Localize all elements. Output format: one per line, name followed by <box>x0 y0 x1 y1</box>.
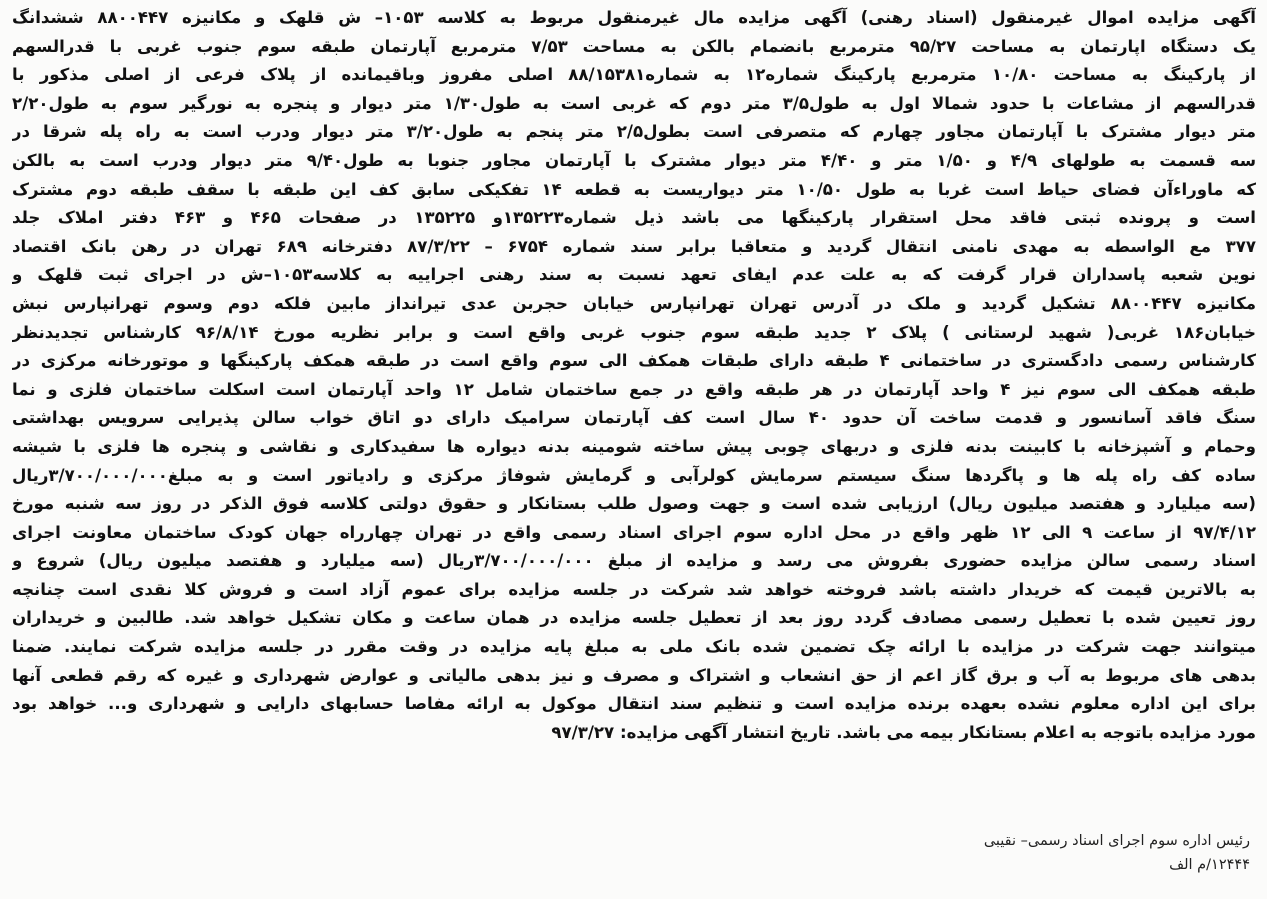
notice-line-publication-date: مورد مزایده باتوجه به اعلام بستانکار بیمه می باشد. تاریخ انتشار آگهی مزایده: ۹۷/۳/۲۷ <box>551 722 1256 742</box>
notice-line: ۹۷/۴/۱۲ از ساعت ۹ الی ۱۲ ظهر واقع در محل اداره سوم اجرای اسناد رسمی واقع در تهران چهارراه جهان کودک ساختمان معاونت اجرای <box>12 522 1256 542</box>
notice-line: نوین شعبه پاسداران قرار گرفت که به علت عدم ایفای تعهد نسبت به سند رهنی اجراییه به کلاسه۱۰۵۳–ش در اجرای ثبت قلهک و <box>12 265 1256 285</box>
notice-line: کارشناس رسمی دادگستری در ساختمانی ۴ طبقه دارای طبقات همکف الی سوم واقع است در طبقه همکف پارکینگها و موتورخانه مرکزی در <box>12 351 1256 371</box>
notice-body <box>12 4 1256 747</box>
notice-line: ۳۷۷ مع الواسطه به مهدی نامنی انتقال گردید و متعاقبا برابر سند شماره ۶۷۵۴ – ۸۷/۳/۲۲ دفترخانه ۶۸۹ تهران در رهن بانک اقتصاد <box>12 236 1256 256</box>
notice-line: به بالاترین قیمت که خریدار داشته باشد فروخته خواهد شد شرکت در جلسه مزایده برای عموم آزاد است و فروش کلا نقدی است چنانچه <box>12 579 1256 599</box>
notice-line: سه قسمت به طولهای ۴/۹ و ۱/۵۰ متر و ۴/۴۰ متر دیوار مشترک با آپارتمان مجاور جنوبا به طول۹/۴۰ متر دیوار ودرب است به بالکن <box>12 150 1256 170</box>
notice-line: طبقه همکف الی سوم نیز ۴ واحد آپارتمان در هر طبقه واقع در جمع ساختمان شامل ۱۲ واحد آپارتمان است اسکلت ساختمان فلزی و نما <box>12 379 1256 399</box>
notice-line: که ماوراءآن فضای حیاط است غربا به طول ۱۰/۵۰ متر دیواریست به قطعه ۱۴ تفکیکی سابق کف این طبقه با سقف طبقه دوم مشترک <box>12 179 1256 199</box>
notice-line: بدهی های مربوط به آب و برق گاز اعم از حق انشعاب و اشتراک و مصرف و نیز بدهی مالیاتی و عوارض شهرداری و غیره که رقم قطعی آنها <box>12 665 1256 685</box>
reference-number: ۱۲۴۴۴/م الف <box>1169 857 1250 873</box>
notice-line: روز تعیین شده با تعطیل رسمی مصادف گردد روز بعد از تعطیل جلسه مزایده در همان ساعت و مکان تشکیل خواهد شد. طالبین و خریداران <box>12 608 1256 628</box>
notice-line: وحمام و آشپزخانه با کابینت بدنه فلزی و دربهای چوبی پیش ساخته شومینه بدنه دیواره ها سفیدکاری و نقاشی و پنجره ها فلزی با شیشه <box>12 436 1256 456</box>
auction-notice <box>12 4 1256 892</box>
notice-line: یک دستگاه اپارتمان به مساحت ۹۵/۲۷ مترمربع بانضمام بالکن به مساحت ۷/۵۳ مترمربع آپارتمان طبقه سوم جنوب غربی با قدرالسهم <box>12 36 1256 56</box>
signature-block <box>12 829 1256 887</box>
notice-line: ساده کف راه پله ها و پاگردها سنگ سیستم سرمایش کولرآبی و گرمایش شوفاژ مرکزی و رادیاتور است و به مبلغ۳/۷۰۰/۰۰۰/۰۰۰ریال <box>12 465 1256 485</box>
signature-name: رئیس اداره سوم اجرای اسناد رسمی– نقیبی <box>983 833 1250 849</box>
notice-line: است و پرونده ثبتی فاقد محل استقرار پارکینگها می باشد ذیل شماره۱۳۵۲۲۳و ۱۳۵۲۲۵ در صفحات ۴۶۵ و ۴۶۳ دفتر املاک جلد <box>12 208 1256 228</box>
notice-line: متر دیوار مشترک با آپارتمان مجاور چهارم که متصرفی است بطول۲/۵ متر پنجم به طول۳/۲۰ متر دیوار ودرب است به راه پله شرقا در <box>12 122 1256 142</box>
notice-line: (سه میلیارد و هفتصد میلیون ریال) ارزیابی شده است و جهت وصول طلب بستانکار و حقوق دولتی کلاسه فوق الذکر در روز سه شنبه مورخ <box>12 494 1256 514</box>
notice-line: مکانیزه ۸۸۰۰۴۴۷ تشکیل گردید و ملک در آدرس تهران تهرانپارس خیابان حجربن عدی تیرانداز مابین فلکه دوم وسوم تهرانپارس نبش <box>12 293 1256 313</box>
notice-line: برای این اداره معلوم نشده بعهده برنده مزایده است و تنظیم سند انتقال موکول به ارائه مفاصا حسابهای دارایی و شهرداری و... خواهد بود <box>12 694 1256 714</box>
notice-line: سنگ فاقد آسانسور و قدمت ساخت آن حدود ۴۰ سال است کف آپارتمان سرامیک دارای دو اتاق خواب سالن پذیرایی سرویس بهداشتی <box>12 408 1256 428</box>
notice-line: میتوانند جهت شرکت در مزایده با ارائه چک تضمین شده بانک ملی به مبلغ پایه مزایده در وقت مقرر در جلسه مزایده شرکت نمایند. ضمنا <box>12 637 1256 657</box>
notice-line: اسناد رسمی سالن مزایده حضوری بفروش می رسد و مزایده از مبلغ ۳/۷۰۰/۰۰۰/۰۰۰ریال (سه میلیارد و هفتصد میلیون ریال) شروع و <box>12 551 1256 571</box>
notice-line: خیابان۱۸۶ غربی( شهید لرستانی ) پلاک ۲ جدید طبقه سوم جنوب غربی واقع است و برابر نظریه مورخ ۹۶/۸/۱۴ کارشناس تجدیدنظر <box>12 322 1256 342</box>
notice-line: قدرالسهم از مشاعات با حدود شمالا اول به طول۳/۵ متر دوم که غربی است به طول۱/۳۰ متر دیوار و پنجره به نورگیر سوم به طول۲/۲۰ <box>12 93 1256 113</box>
notice-line: از پارکینگ به مساحت ۱۰/۸۰ مترمربع پارکینگ شماره۱۲ به شماره۸۸/۱۵۳۸۱ اصلی مفروز وباقیمانده از پلاک فرعی از اصلی مذکور با <box>12 65 1256 85</box>
notice-line: آگهی مزایده اموال غیرمنقول (اسناد رهنی) آگهی مزایده مال غیرمنقول مربوط به کلاسه ۱۰۵۳– ش قلهک و مکانیزه ۸۸۰۰۴۴۷ ششدانگ <box>12 8 1256 27</box>
